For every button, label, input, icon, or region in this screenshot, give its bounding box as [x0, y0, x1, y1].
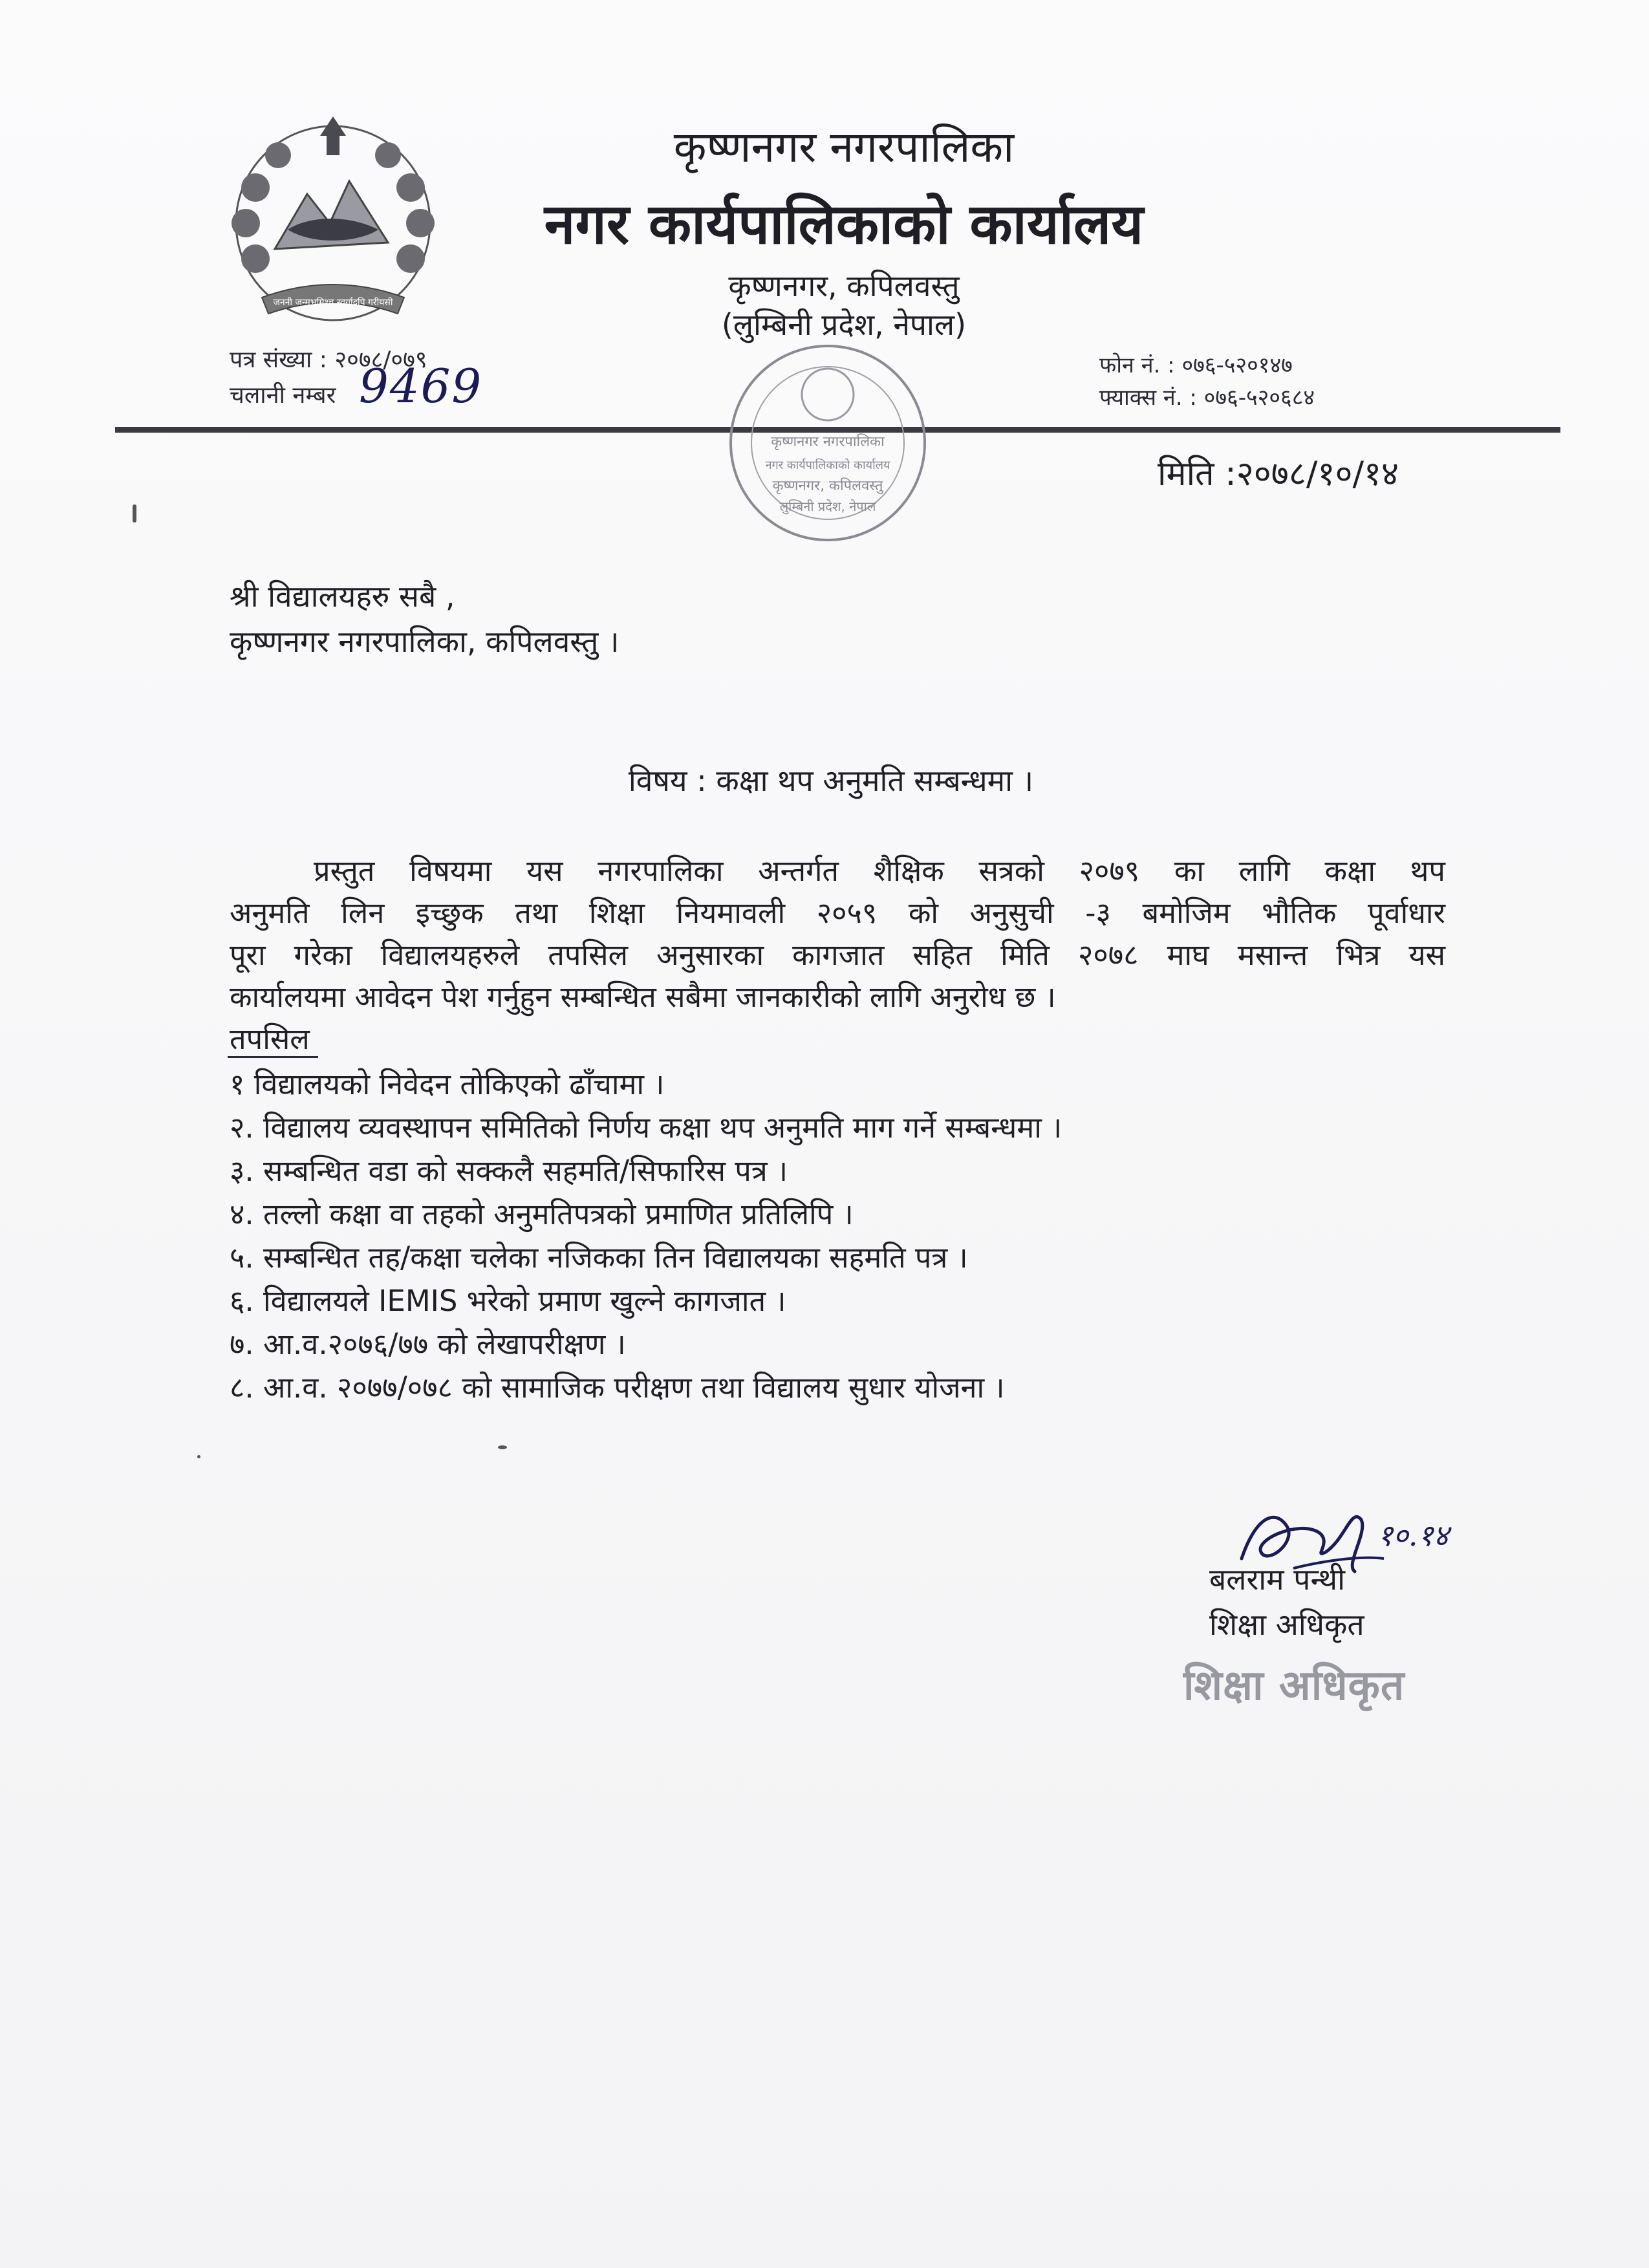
office-stamp [718, 336, 938, 550]
scan-speck [498, 1445, 507, 1449]
office-province: (लुम्बिनी प्रदेश, नेपाल) [721, 307, 967, 342]
enclosure-heading-underline [228, 1056, 318, 1058]
enclosure-item: ७. आ.व.२०७६/७७ को लेखापरीक्षण । [230, 1327, 626, 1361]
addressee-line-2: कृष्णनगर नगरपालिका, कपिलवस्तु । [230, 624, 620, 659]
signatory-title: शिक्षा अधिकृत [1209, 1607, 1364, 1642]
enclosure-item: १ विद्यालयको निवेदन तोकिएको ढाँचामा । [230, 1067, 665, 1101]
letter-date: मिति :२०७८/१०/१४ [1158, 455, 1399, 493]
svg-text:कृष्णनगर नगरपालिका: कृष्णनगर नगरपालिका [771, 434, 885, 450]
designation-stamp: शिक्षा अधिकृत [1183, 1662, 1405, 1710]
svg-text:जननी जन्मभूमिश्च स्वर्गादपि गर: जननी जन्मभूमिश्च स्वर्गादपि गरीयसी [273, 297, 393, 308]
enclosure-item: ८. आ.व. २०७७/०७८ को सामाजिक परीक्षण तथा विद्यालय सुधार योजना । [230, 1370, 1005, 1405]
enclosure-heading: तपसिल [230, 1022, 310, 1056]
svg-text:नगर कार्यपालिकाको कार्यालय: नगर कार्यपालिकाको कार्यालय [765, 459, 890, 472]
scan-speck [133, 504, 136, 523]
body-line: अनुमति लिन इच्छुक तथा शिक्षा नियमावली २०५९ को अनुसुची -३ बमोजिम भौतिक पूर्वाधार [230, 896, 1445, 930]
enclosure-item: ६. विद्यालयले IEMIS भरेको प्रमाण खुल्ने कागजात । [230, 1284, 786, 1318]
enclosure-item: ३. सम्बन्धित वडा को सक्कलै सहमति/सिफारिस पत्र । [230, 1154, 788, 1188]
enclosure-item: २. विद्यालय व्यवस्थापन समितिको निर्णय कक्षा थप अनुमति माग गर्ने सम्बन्धमा । [230, 1110, 1062, 1145]
svg-text:१०.१४: १०.१४ [1377, 1518, 1449, 1553]
body-line: पूरा गरेका विद्यालयहरुले तपसिल अनुसारका कागजात सहित मिति २०७८ माघ मसान्त भित्र यस [230, 938, 1445, 972]
body-line: कार्यालयमा आवेदन पेश गर्नुहुन सम्बन्धित सबैमा जानकारीको लागि अनुरोध छ । [230, 980, 1056, 1014]
office-address: कृष्णनगर, कपिलवस्तु [728, 268, 960, 303]
fax-number: फ्याक्स नं. : ०७६-५२०६८४ [1099, 385, 1315, 411]
svg-text:कृष्णनगर, कपिलवस्तु: कृष्णनगर, कपिलवस्तु [772, 478, 883, 494]
enclosure-item: ५. सम्बन्धित तह/कक्षा चलेका नजिकका तिन विद्यालयका सहमति पत्र । [230, 1240, 968, 1275]
signatory-name: बलराम पन्थी [1209, 1562, 1346, 1597]
letter-subject: विषय : कक्षा थप अनुमति सम्बन्धमा । [628, 763, 1034, 798]
municipality-name: कृष्णनगर नगरपालिका [673, 122, 1015, 172]
dispatch-number: 9469 [359, 359, 483, 413]
body-line: प्रस्तुत विषयमा यस नगरपालिका अन्तर्गत शैक्षिक सत्रको २०७९ का लागि कक्षा थप [314, 854, 1445, 888]
letter-number: पत्र संख्या : २०७८/०७९ [230, 347, 427, 373]
scan-speck [197, 1455, 200, 1458]
office-title: नगर कार्यपालिकाको कार्यालय [544, 192, 1144, 257]
phone-number: फोन नं. : ०७६-५२०१४७ [1099, 352, 1293, 378]
addressee-line-1: श्री विद्यालयहरु सबै , [230, 579, 455, 614]
svg-text:लुम्बिनी प्रदेश, नेपाल: लुम्बिनी प्रदेश, नेपाल [779, 499, 876, 514]
enclosure-item: ४. तल्लो कक्षा वा तहको अनुमतिपत्रको प्रमाणित प्रतिलिपि । [230, 1197, 854, 1231]
dispatch-label: चलानी नम्बर [230, 382, 336, 409]
